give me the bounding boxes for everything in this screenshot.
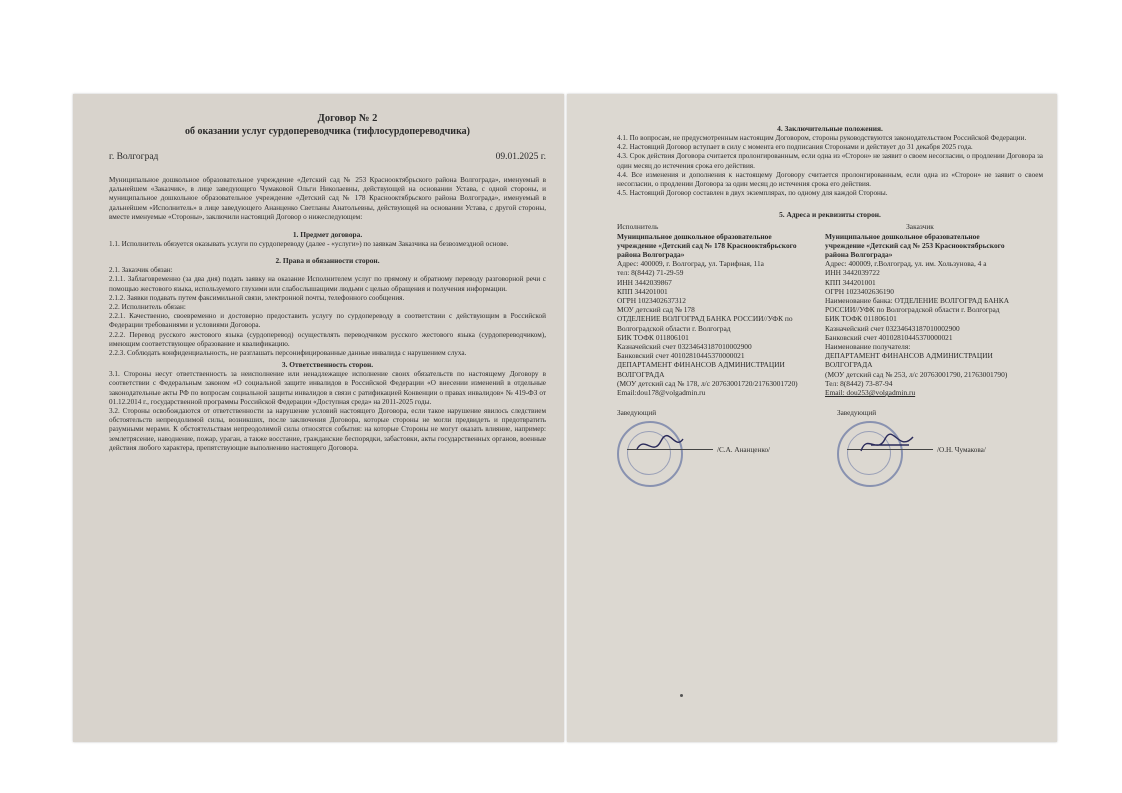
clause-2-1-2: 2.1.2. Заявки подавать путем факсимильной связи, электронной почты, телефонного сообщения. xyxy=(109,293,405,302)
contract-title: Договор № 2 xyxy=(317,113,378,124)
clause-3-2: 3.2. Стороны освобождаются от ответственности за нарушение условий настоящего Договора, если такое нарушение явилось следствием обстоятельств непреодолимой силы, возникших, после заключения Договора, которые стороны не могли предвидеть и предотвратить разумными мерами. К обстоятельствам непреодолимой силы относятся события: на которые Стороны не могут оказать влияние, например: землетрясение, наводнение, пожар, ураган, а также восстание, гражданские беспорядки, забастовки, акты государственных органов, военные действия любого характера, препятствующие выполнению настоящего Договора. xyxy=(109,407,546,452)
clause-2-2: 2.2. Исполнитель обязан: xyxy=(109,303,186,312)
customer-line: ОГРН 1023402636190 xyxy=(825,286,894,296)
executor-line: ОТДЕЛЕНИЕ ВОЛГОГРАД БАНКА РОССИИ//УФК по Волгоградской области г. Волгоград xyxy=(617,314,793,333)
customer-line: Казначейский счет 03234643187010002900 xyxy=(825,323,960,333)
executor-line: ИНН 3442039867 xyxy=(617,277,672,287)
executor-requisites xyxy=(617,222,807,397)
speck xyxy=(680,694,683,697)
clause-3-1: 3.1. Стороны несут ответственность за неисполнение или ненадлежащее исполнение своих обязательств по настоящему Договору в соответствии с Федеральным законом «О социальной защите инвалидов в Российской Федерации «О внесении изменений в отдельные законодательные акты РФ по вопросам социальной защиты инвалидов в связи с ратификацией Конвенции о правах инвалидов» № 419-ФЗ от 01.12.2014 г., государственной программы Российской Федерации «Доступная среда» на 2011-2025 годы. xyxy=(109,370,546,406)
executor-line: МОУ детский сад № 178 xyxy=(617,305,695,315)
section-5-title: 5. Адреса и реквизиты сторон. xyxy=(779,210,881,220)
city: г. Волгоград xyxy=(109,152,159,162)
signatures xyxy=(617,409,1043,489)
executor-heading: Исполнитель xyxy=(617,222,659,232)
section-1-title: 1. Предмет договора. xyxy=(292,230,363,240)
executor-sign-name: /С.А. Ананценко/ xyxy=(717,446,771,455)
clause-2-2-2: 2.2.2. Перевод русского жестового языка (сурдоперевод) осуществлять переводчиком русского жестового языка (сурдопереводчиком), имеющим соответствующее образование и квалификацию. xyxy=(109,330,546,348)
executor-email: Email:dou178@volgadmin.ru xyxy=(617,388,706,398)
customer-line: Банковский счет 40102810445370000021 xyxy=(825,332,953,342)
executor-line: ОГРН 1023402637312 xyxy=(617,296,686,306)
clause-2-2-1: 2.2.1. Качественно, своевременно и достоверно предоставить услугу по сурдопереводу в соответствии с действующим в Российской Федерации требованиями и условиями Договора. xyxy=(109,312,546,330)
clause-4-3: 4.3. Срок действия Договора считается пролонгированным, если одна из «Сторон» не заявит о своем несогласии, о продлении Договора за один месяц до истечения срока его действия. xyxy=(617,152,1043,170)
contract-subtitle: об оказании услуг сурдопереводчика (тифлосурдопереводчика) xyxy=(184,126,471,137)
executor-line: (МОУ детский сад № 178, л/с 20763001720/21763001720) xyxy=(617,378,798,388)
customer-heading: Заказчик xyxy=(906,222,934,232)
customer-line: Тел: 8(8442) 73-87-94 xyxy=(825,378,893,388)
section-1-text: 1.1. Исполнитель обязуется оказывать услуги по сурдопереводу (далее - «услуги») по заявкам Заказчика на безвозмездной основе. xyxy=(109,240,509,249)
customer-line: КПП 344201001 xyxy=(825,277,876,287)
executor-signature-icon xyxy=(631,431,711,457)
clause-2-1-1: 2.1.1. Заблаговременно (за два дня) подать заявку на оказание Исполнителем услуг по прямому и обратному переводу разговорной речи с помощью жестового языка, используемого глухими или слабослышащими людьми с целью обращения и получения информации. xyxy=(109,275,546,293)
customer-line: Наименование банка: ОТДЕЛЕНИЕ ВОЛГОГРАД БАНКА РОССИИ//УФК по Волгоградской области г. Волгоград xyxy=(825,296,1010,315)
clause-4-5: 4.5. Настоящий Договор составлен в двух экземплярах, по одному для каждой Стороны. xyxy=(617,189,888,198)
clause-4-1: 4.1. По вопросам, не предусмотренным настоящим Договором, стороны руководствуются законодательством Российской Федерации. xyxy=(617,134,1027,142)
executor-line: тел: 8(8442) 71-29-59 xyxy=(617,268,684,278)
customer-line: Адрес: 400009, г.Волгоград, ул. им. Хользунова, 4 а xyxy=(825,259,987,269)
executor-line: ДЕПАРТАМЕНТ ФИНАНСОВ АДМИНИСТРАЦИИ ВОЛГОГРАДА xyxy=(617,360,785,379)
executor-sign-position: Заведующий xyxy=(617,409,657,418)
place-date-line xyxy=(109,152,546,162)
executor-line: Адрес: 400009, г. Волгоград, ул. Тарифная, 11а xyxy=(617,259,764,269)
customer-line: ДЕПАРТАМЕНТ ФИНАНСОВ АДМИНИСТРАЦИИ ВОЛГОГРАДА xyxy=(825,351,993,370)
executor-signature-block xyxy=(617,409,807,489)
section-2-title: 2. Права и обязанности сторон. xyxy=(275,256,380,266)
executor-line: КПП 344201001 xyxy=(617,286,668,296)
executor-line: БИК ТОФК 011806101 xyxy=(617,332,689,342)
section-4-title: 4. Заключительные положения. xyxy=(777,124,883,133)
requisites-columns xyxy=(617,222,1043,397)
preamble: Муниципальное дошкольное образовательное учреждение «Детский сад № 253 Краснооктябрьского района Волгограда», именуемый в дальнейшем «Заказчик», в лице заведующего Чумаковой Ольги Николаевны, действующей на основании Устава, с одной стороны, и муниципальное дошкольное образовательное учреждение «Детский сад № 178 Краснооктябрьского района Волгограда», именуемый в дальнейшем «Исполнитель» в лице заведующего Ананценко Светланы Анатольевны, действующей на основании Устава, с другой стороны, вместе именуемые «Стороны», заключили настоящий Договор о нижеследующем: xyxy=(109,176,546,221)
customer-org-name: Муниципальное дошкольное образовательное учреждение «Детский сад № 253 Краснооктябрьского района Волгограда» xyxy=(825,231,1005,260)
customer-line: БИК ТОФК 011806101 xyxy=(825,314,897,324)
clause-4-2: 4.2. Настоящий Договор вступает в силу с момента его подписания Сторонами и действует до 31 декабря 2025 года. xyxy=(617,143,973,152)
clause-4-4: 4.4. Все изменения и дополнения к настоящему Договору считается пролонгированным, если одна из «Сторон» не заявит о своем несогласии, о продлении Договора за один месяц до истечения срока его действия. xyxy=(617,170,1043,189)
contract-page-1 xyxy=(73,94,564,742)
customer-sign-name: /О.Н. Чумакова/ xyxy=(937,446,986,455)
customer-line: (МОУ детский сад № 253, л/с 20763001790, 21763001790) xyxy=(825,369,1008,379)
customer-sign-position: Заведующий xyxy=(837,409,877,418)
customer-signature-block xyxy=(837,409,1027,489)
contract-page-2 xyxy=(567,94,1057,742)
customer-line: ИНН 3442039722 xyxy=(825,268,880,278)
customer-requisites xyxy=(825,222,1015,397)
clause-2-1: 2.1. Заказчик обязан: xyxy=(109,266,173,275)
customer-line: Наименование получателя: xyxy=(825,342,911,352)
customer-signature-icon xyxy=(851,431,931,457)
section-3-title: 3. Ответственность сторон. xyxy=(281,360,374,370)
executor-line: Казначейский счет 03234643187010002900 xyxy=(617,342,752,352)
contract-date: 09.01.2025 г. xyxy=(495,152,546,162)
clause-2-2-3: 2.2.3. Соблюдать конфиденциальность, не разглашать персонифицированные данные инвалида с нарушением слуха. xyxy=(109,349,467,358)
customer-email: Email: dou253@volgadmin.ru xyxy=(825,388,916,398)
executor-org-name: Муниципальное дошкольное образовательное учреждение «Детский сад № 178 Краснооктябрьского района Волгограда» xyxy=(617,231,797,260)
executor-line: Банковский счет 40102810445370000021 xyxy=(617,351,745,361)
